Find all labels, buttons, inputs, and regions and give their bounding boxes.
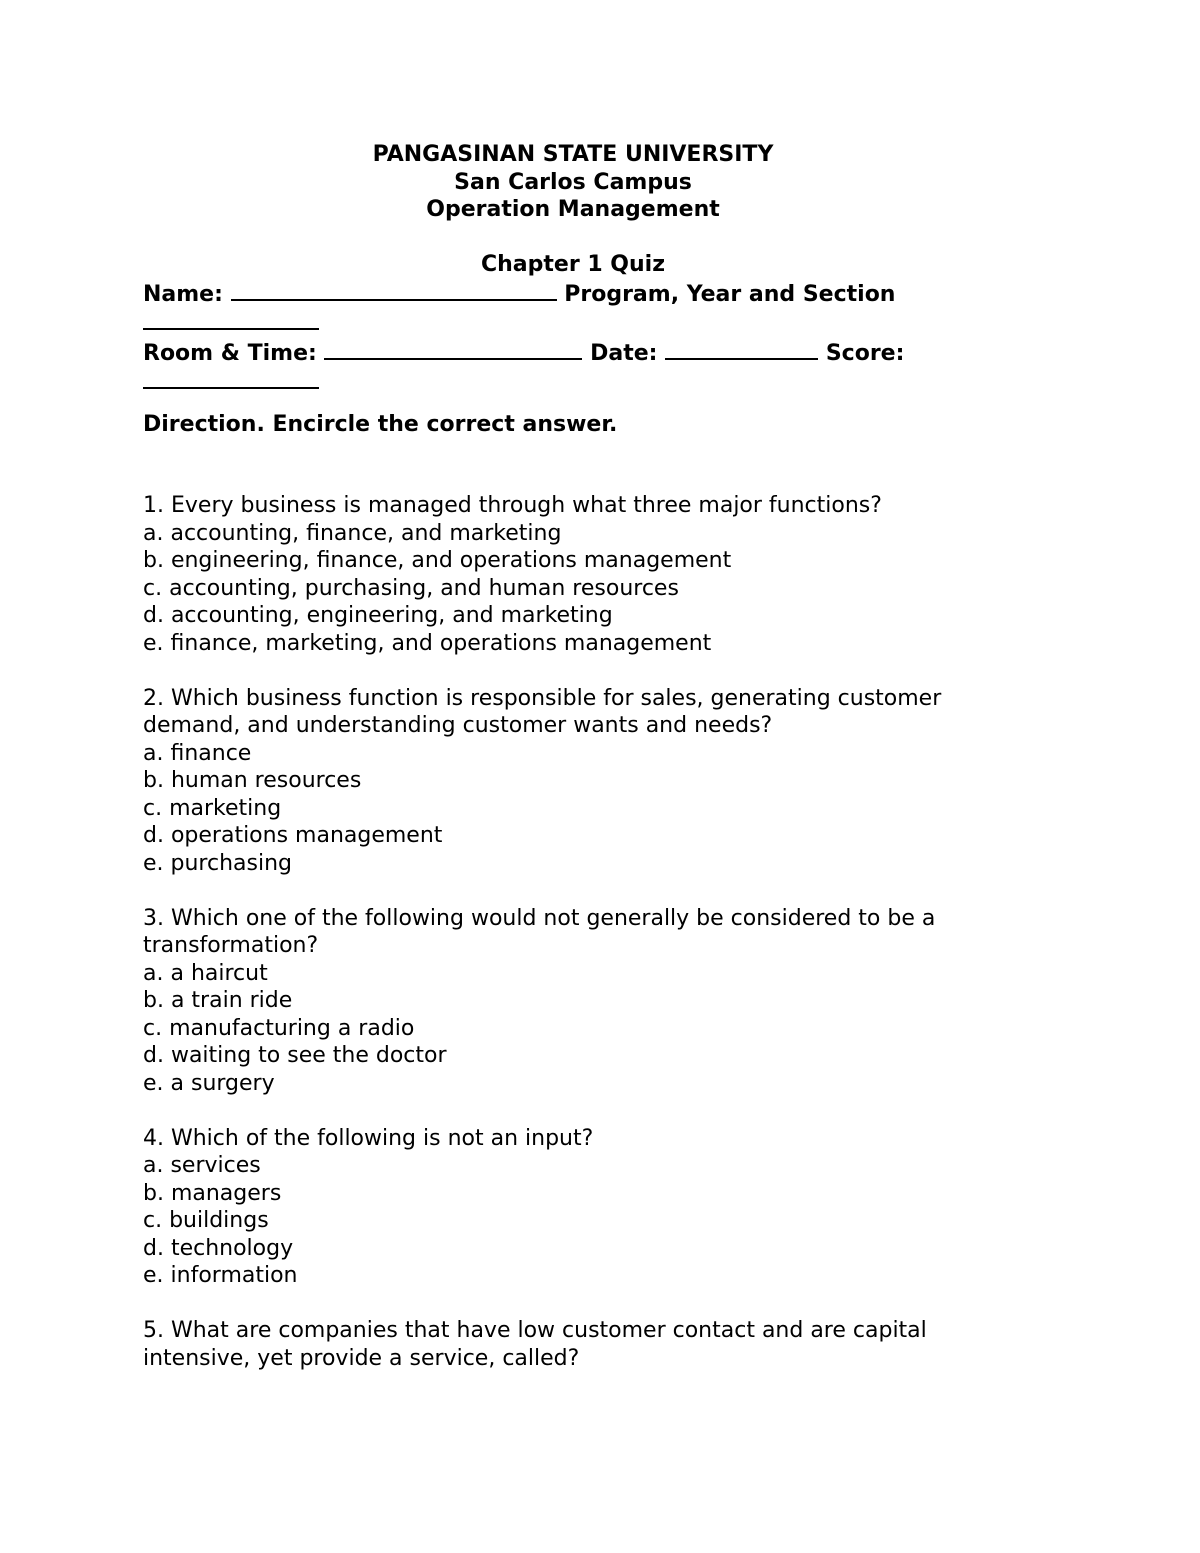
answer-option[interactable]: e. information bbox=[143, 1263, 298, 1288]
answer-option[interactable]: c. marketing bbox=[143, 795, 282, 821]
score-blank[interactable] bbox=[143, 367, 319, 389]
question-list bbox=[143, 492, 1003, 1372]
question-text: 1. Every business is managed through what three major functions? bbox=[143, 493, 882, 518]
score-label: Score: bbox=[825, 340, 905, 366]
answer-option[interactable]: b. a train ride bbox=[143, 988, 293, 1013]
answer-option[interactable]: e. a surgery bbox=[143, 1070, 275, 1096]
room-row bbox=[143, 338, 1003, 368]
program-label: Program, Year and Section bbox=[564, 281, 896, 307]
answer-option[interactable]: d. technology bbox=[143, 1235, 294, 1261]
date-blank[interactable] bbox=[665, 338, 818, 360]
course-name: Operation Management bbox=[426, 197, 720, 222]
answer-option[interactable]: d. operations management bbox=[143, 823, 443, 848]
quiz-title: Chapter 1 Quiz bbox=[480, 252, 666, 277]
answer-option[interactable]: c. accounting, purchasing, and human resources bbox=[143, 575, 679, 601]
question-1 bbox=[143, 492, 1003, 657]
answer-option[interactable]: a. accounting, finance, and marketing bbox=[143, 520, 562, 546]
answer-option[interactable]: b. managers bbox=[143, 1180, 282, 1206]
question-text: 5. What are companies that have low customer contact and are capital intensive, yet provide a service, called? bbox=[143, 1318, 927, 1371]
answer-option[interactable]: b. engineering, finance, and operations management bbox=[143, 548, 732, 573]
name-label: Name: bbox=[143, 281, 223, 307]
answer-option[interactable]: b. human resources bbox=[143, 768, 362, 793]
quiz-document bbox=[143, 141, 1003, 1400]
campus-name: San Carlos Campus bbox=[454, 169, 692, 195]
name-blank[interactable] bbox=[231, 279, 557, 301]
direction-text: Direction. Encircle the correct answer. bbox=[143, 411, 618, 437]
program-blank-row bbox=[143, 308, 1003, 338]
room-label: Room & Time: bbox=[143, 340, 317, 366]
answer-option[interactable]: c. manufacturing a radio bbox=[143, 1015, 415, 1041]
question-4 bbox=[143, 1125, 1003, 1290]
answer-option[interactable]: e. finance, marketing, and operations management bbox=[143, 630, 712, 656]
answer-option[interactable]: d. accounting, engineering, and marketing bbox=[143, 603, 613, 628]
score-blank-row bbox=[143, 367, 1003, 397]
answer-option[interactable]: c. buildings bbox=[143, 1208, 269, 1233]
answer-option[interactable]: a. a haircut bbox=[143, 960, 268, 986]
university-name: PANGASINAN STATE UNIVERSITY bbox=[372, 142, 774, 167]
question-3 bbox=[143, 905, 1003, 1098]
question-text: 3. Which one of the following would not generally be considered to be a transformation? bbox=[143, 905, 936, 958]
room-blank[interactable] bbox=[324, 338, 582, 360]
question-text: 2. Which business function is responsible for sales, generating customer demand, and understanding customer wants and needs? bbox=[143, 685, 942, 738]
answer-option[interactable]: e. purchasing bbox=[143, 850, 292, 876]
answer-option[interactable]: d. waiting to see the doctor bbox=[143, 1043, 447, 1068]
answer-option[interactable]: a. finance bbox=[143, 740, 252, 766]
question-5 bbox=[143, 1317, 1003, 1372]
name-row bbox=[143, 279, 1003, 309]
answer-option[interactable]: a. services bbox=[143, 1153, 261, 1178]
question-text: 4. Which of the following is not an input? bbox=[143, 1125, 594, 1151]
question-2 bbox=[143, 685, 1003, 878]
date-label: Date: bbox=[590, 340, 658, 366]
program-blank[interactable] bbox=[143, 308, 319, 330]
